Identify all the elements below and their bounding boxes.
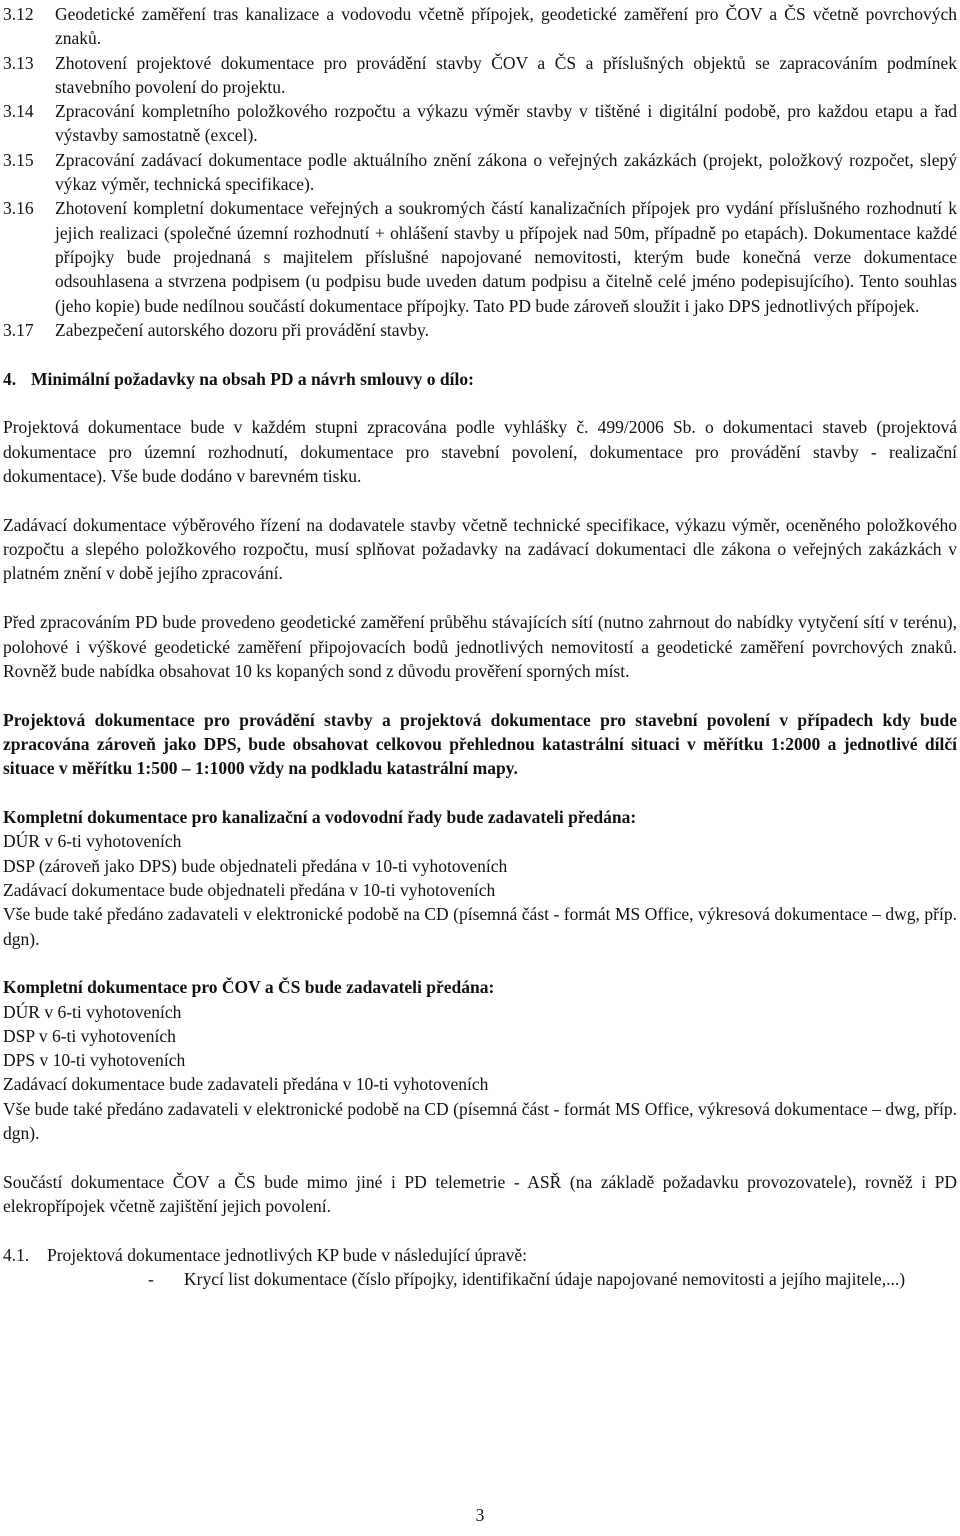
item-number: 3.16 — [3, 198, 34, 219]
item-number: 3.14 — [3, 101, 34, 122]
item-text: Zpracování kompletního položkového rozpočtu a výkazu výměr stavby v tištěné i digitální podobě, pro každou etapu a řad výstavby samostatně (excel). — [55, 101, 957, 146]
list-item-3-14 — [3, 99, 957, 148]
block-line: Vše bude také předáno zadavateli v elektronické podobě na CD (písemná část - formát MS Office, výkresová dokumentace – dwg, příp. dgn). — [3, 1098, 957, 1144]
list-item-3-12 — [3, 2, 957, 51]
block-title: Kompletní dokumentace pro kanalizační a vodovodní řady bude zadavateli předána: — [3, 807, 637, 828]
block-line: Zadávací dokumentace bude objednateli předána v 10-ti vyhotoveních — [3, 879, 496, 900]
paragraph-cadastral-situation: Projektová dokumentace pro provádění stavby a projektová dokumentace pro stavební povolení v případech kdy bude zpracována zároveň jako DPS, bude obsahovat celkovou přehlednou katastrální situaci v měřítku 1:2000 a jednotlivé dílčí situace v měřítku 1:500 – 1:1000 vždy na podkladu katastrální mapy. — [3, 709, 957, 779]
item-number: 3.12 — [3, 4, 34, 24]
block-line: DSP (zároveň jako DPS) bude objednateli předána v 10-ti vyhotoveních — [3, 855, 508, 876]
block-line: Zadávací dokumentace bude zadavateli předána v 10-ti vyhotoveních — [3, 1074, 489, 1095]
block-line: DSP v 6-ti vyhotoveních — [3, 1025, 176, 1046]
block-line: DPS v 10-ti vyhotoveních — [3, 1050, 186, 1071]
paragraph-geodetic-survey: Před zpracováním PD bude provedeno geodetické zaměření průběhu stávajících sítí (nutno zahrnout do nabídky vytyčení sítí v terénu), polohové i výškové geodetické zaměření připojovacích bodů jednotlivých nemovitostí a geodetické zaměření povrchových znaků. Rovněž bude nabídka obsahovat 10 ks kopaných sond z důvodu prověření sporných míst. — [3, 612, 957, 681]
paragraph-tender-documentation: Zadávací dokumentace výběrového řízení na dodavatele stavby včetně technické specifikace, výkazu výměr, oceněného položkového rozpočtu a slepého položkového rozpočtu, musí splňovat požadavky na zadávací dokumentaci dle zákona o veřejných zakázkách v platném znění v době jejího zpracování. — [3, 514, 957, 584]
dash-bullet: - — [148, 1269, 154, 1290]
block-line: Vše bude také předáno zadavateli v elektronické podobě na CD (písemná část - formát MS Office, výkresová dokumentace – dwg, příp. dgn). — [3, 904, 957, 949]
list-item-3-16 — [3, 196, 957, 317]
list-item-3-13 — [3, 51, 957, 100]
item-number: 3.17 — [3, 319, 34, 340]
item-number: 3.15 — [3, 149, 34, 170]
subsection-text: Projektová dokumentace jednotlivých KP bude v následující úpravě: — [47, 1244, 527, 1265]
item-number: 3.13 — [3, 52, 34, 73]
section-heading — [3, 367, 957, 391]
paragraph-telemetry: Součástí dokumentace ČOV a ČS bude mimo jiné i PD telemetrie - ASŘ (na základě požadavku provozovatele), rovněž i PD elekropřípojek včetně zajištění jejich povolení. — [3, 1171, 957, 1217]
delivery-block-cov-cs — [3, 975, 957, 1145]
item-text: Zpracování zadávací dokumentace podle aktuálního znění zákona o veřejných zakázkách (projekt, položkový rozpočet, slepý výkaz výměr, technická specifikace). — [55, 149, 957, 195]
section-number: 4. — [3, 368, 17, 389]
block-line: DÚR v 6-ti vyhotoveních — [3, 831, 182, 852]
paragraph-documentation-levels: Projektová dokumentace bude v každém stupni zpracována podle vyhlášky č. 499/2006 Sb. o dokumentaci staveb (projektová dokumentace pro územní rozhodnutí, dokumentace pro stavební povolení, dokumentace pro provádění stavby - realizační dokumentace). Vše bude dodáno v barevném tisku. — [3, 417, 957, 487]
subsection-4-1 — [3, 1243, 957, 1267]
block-title: Kompletní dokumentace pro ČOV a ČS bude zadavateli předána: — [3, 977, 495, 998]
list-item-3-17 — [3, 318, 957, 342]
subsection-number: 4.1. — [3, 1244, 30, 1265]
item-text: Geodetické zaměření tras kanalizace a vodovodu včetně přípojek, geodetické zaměření pro ČOV a ČS včetně povrchových znaků. — [55, 4, 957, 49]
item-text: Zhotovení kompletní dokumentace veřejných a soukromých částí kanalizačních přípojek pro vydání příslušného rozhodnutí k jejich realizaci (společné územní rozhodnutí + ohlášení stavby u přípojek nad 50m, případně po etapách). Dokumentace každé přípojky bude projednaná s majitelem příslušné napojované nemovitosti, kterým bude konečná verze dokumentace odsouhlasena a stvrzena podpisem (u podpisu bude uveden datum podpisu a čitelně celé jméno podepisujícího). Tento souhlas (jeho kopie) bude nedílnou součástí dokumentace přípojky. Tato PD bude zároveň sloužit i jako DPS jednotlivých přípojek. — [55, 198, 957, 316]
section-title: Minimální požadavky na obsah PD a návrh smlouvy o dílo: — [31, 368, 474, 389]
list-item-3-15 — [3, 148, 957, 197]
dash-list-item — [148, 1267, 957, 1291]
block-line: DÚR v 6-ti vyhotoveních — [3, 1001, 182, 1022]
item-text: Zabezpečení autorského dozoru při provádění stavby. — [55, 319, 430, 340]
dash-item-text: Krycí list dokumentace (číslo přípojky, identifikační údaje napojované nemovitosti a jejího majitele,...) — [184, 1269, 906, 1290]
page-number: 3 — [475, 1505, 485, 1525]
delivery-block-sewer-water — [3, 805, 957, 951]
text-body — [3, 2, 957, 1292]
item-text: Zhotovení projektové dokumentace pro provádění stavby ČOV a ČS a příslušných objektů se zapracováním podmínek stavebního povolení do projektu. — [55, 52, 957, 97]
